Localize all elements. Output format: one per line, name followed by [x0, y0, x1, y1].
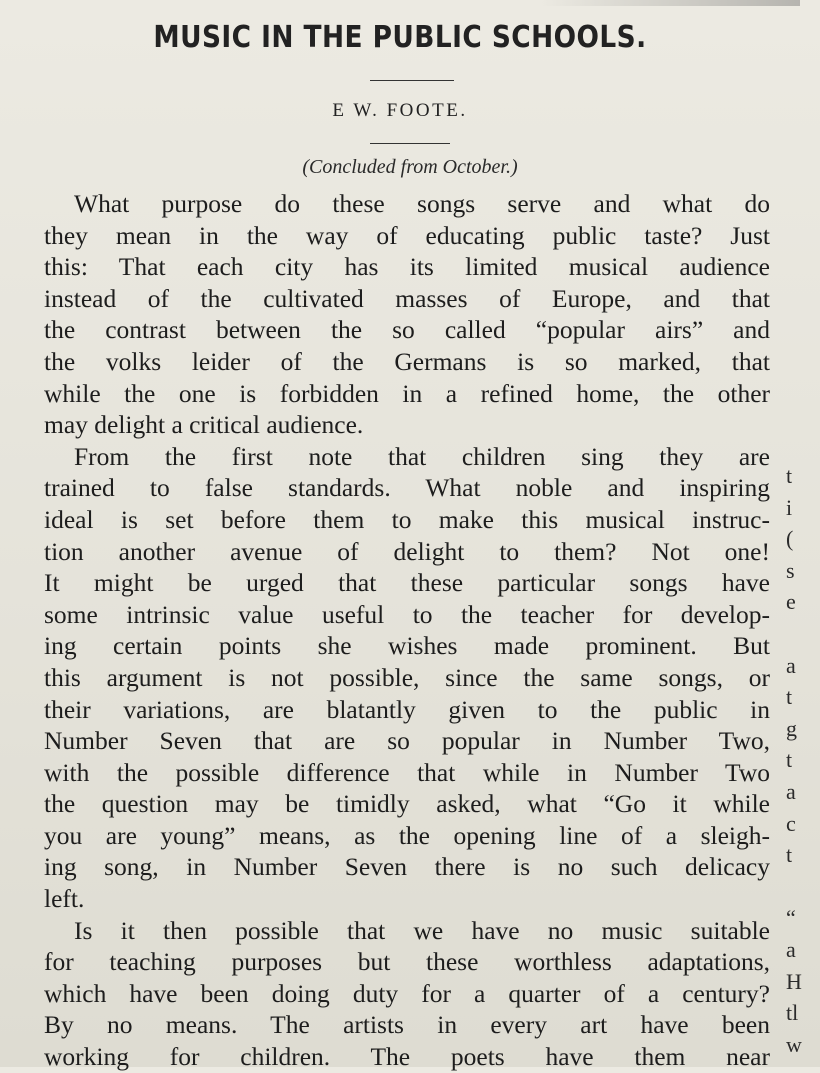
- text-line: the question may be timidly asked, what “Go it while: [44, 789, 770, 819]
- margin-fragment: t: [786, 747, 793, 773]
- margin-fragment: H: [786, 968, 802, 994]
- text-line: they mean in the way of educating public taste? Just: [44, 220, 770, 250]
- text-line: you are young” means, as the opening line of a sleigh-: [44, 820, 770, 850]
- margin-fragment: s: [786, 557, 795, 583]
- margin-fragment: e: [786, 589, 796, 615]
- margin-fragment: “: [786, 905, 796, 931]
- article-author: E W. FOOTE.: [332, 100, 468, 121]
- text-line: From the first note that children sing they are: [74, 441, 770, 471]
- text-line: their variations, are blatantly given to the public in: [44, 694, 770, 724]
- text-line: ideal is set before them to make this musical instruc-: [44, 504, 770, 534]
- margin-fragment: g: [786, 715, 797, 741]
- text-line: this: That each city has its limited musical audience: [44, 252, 770, 282]
- text-line: the contrast between the so called “popular airs” and: [44, 315, 770, 345]
- paragraph-3: [44, 915, 770, 1073]
- text-line: Number Seven that are so popular in Number Two,: [44, 726, 770, 756]
- paragraph-2: [44, 441, 770, 915]
- paragraph-1: [44, 188, 770, 441]
- text-line: What purpose do these songs serve and what do: [74, 189, 770, 218]
- text-line: Is it then possible that we have no music suitable: [74, 915, 770, 945]
- margin-fragment: [786, 618, 806, 650]
- text-line: this argument is not possible, since the same songs, or: [44, 662, 770, 692]
- margin-fragment: a: [786, 936, 796, 962]
- text-line: instead of the cultivated masses of Europe, and that: [44, 283, 770, 313]
- continuation-note: (Concluded from October.): [302, 156, 518, 178]
- text-line: working for children. The poets have them near: [44, 1042, 770, 1072]
- title-divider: [370, 80, 454, 81]
- text-line: trained to false standards. What noble and inspiring: [44, 473, 770, 503]
- text-line: while the one is forbidden in a refined home, the other: [44, 378, 770, 408]
- text-line: By no means. The artists in every art have been: [44, 1010, 770, 1040]
- margin-fragment: c: [786, 810, 796, 836]
- page-edge-shadow: [540, 0, 800, 6]
- text-line: some intrinsic value useful to the teacher for develop-: [44, 599, 770, 629]
- text-line: ing song, in Number Seven there is no such delicacy: [44, 852, 770, 882]
- text-line: may delight a critical audience.: [44, 410, 364, 440]
- margin-fragment: a: [786, 652, 796, 678]
- article-title: MUSIC IN THE PUBLIC SCHOOLS.: [153, 20, 647, 55]
- margin-fragment: t: [786, 684, 793, 710]
- text-line: which have been doing duty for a quarter of a century?: [44, 978, 770, 1008]
- margin-fragment: t: [786, 842, 793, 868]
- margin-fragment: w: [786, 1031, 802, 1057]
- margin-fragment: tl: [786, 1000, 799, 1026]
- text-line: the volks leider of the Germans is so marked, that: [44, 346, 770, 376]
- text-line: It might be urged that these particular songs have: [44, 568, 770, 598]
- text-line: left.: [44, 884, 85, 914]
- text-line: ing certain points she wishes made prominent. But: [44, 631, 770, 661]
- author-divider: [370, 143, 450, 144]
- margin-fragment: t: [786, 463, 793, 488]
- text-line: tion another avenue of delight to them? Not one!: [44, 536, 770, 566]
- margin-fragment: i: [786, 494, 793, 520]
- margin-fragment: [786, 871, 806, 903]
- text-line: with the possible difference that while in Number Two: [44, 757, 770, 787]
- margin-fragment: (: [786, 526, 794, 552]
- article-body: [44, 188, 770, 1073]
- text-line: for teaching purposes but these worthless adaptations,: [44, 947, 770, 977]
- facing-page-fragments: [786, 460, 806, 1060]
- margin-fragment: a: [786, 778, 796, 804]
